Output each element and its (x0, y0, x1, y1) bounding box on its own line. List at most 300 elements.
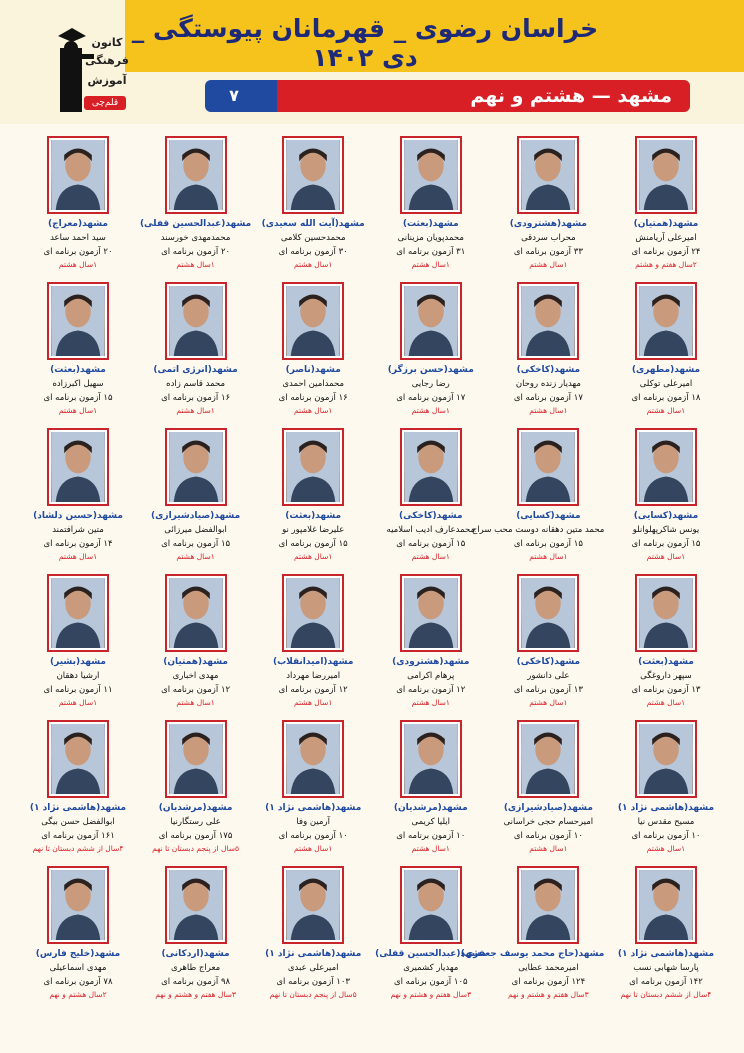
student-years: ۳سال هفتم و هشتم و نهم (390, 990, 472, 999)
portrait-icon (404, 140, 458, 210)
student-card (257, 136, 369, 282)
student-exam-count: ۱۴۲ آزمون برنامه ای (629, 977, 703, 987)
student-name: محراب سردقی (521, 233, 576, 243)
student-name: محمدحسین کلامی (280, 233, 346, 243)
student-card (610, 574, 722, 720)
logo-line-2: فرهنگی (85, 54, 129, 67)
student-card (140, 282, 252, 428)
student-photo (521, 578, 575, 648)
student-card (610, 428, 722, 574)
student-name: متین شرافتمند (52, 525, 104, 535)
student-school: مشهد(حاج محمد یوسف جعفری) (460, 949, 605, 959)
portrait-icon (169, 578, 223, 648)
student-exam-count: ۱۲ آزمون برنامه ای (396, 685, 466, 695)
student-years: ۱سال هشتم (58, 698, 98, 707)
student-name: یونس شاکرپهلوانلو (632, 525, 700, 535)
student-photo-frame (635, 574, 697, 652)
student-photo-frame (47, 428, 109, 506)
student-card (257, 720, 369, 866)
student-exam-count: ۱۳ آزمون برنامه ای (631, 685, 701, 695)
student-years: ۱سال هشتم (176, 552, 215, 561)
student-exam-count: ۱۸ آزمون برنامه ای (631, 393, 701, 403)
student-name: محمدعارف ادیب اسلامیه (386, 525, 476, 535)
student-photo (51, 724, 105, 794)
portrait-icon (286, 432, 340, 502)
student-years: ۱سال هشتم (646, 844, 686, 853)
portrait-icon (169, 286, 223, 356)
student-photo-frame (282, 866, 344, 944)
student-photo (286, 432, 340, 502)
student-photo-frame (635, 282, 697, 360)
student-card (22, 574, 134, 720)
student-exam-count: ۱۰۵ آزمون برنامه ای (393, 977, 468, 987)
student-years: ۱سال هشتم (529, 406, 568, 415)
portrait-icon (521, 724, 575, 794)
student-exam-count: ۱۳ آزمون برنامه ای (513, 685, 583, 695)
student-years: ۱سال هشتم (411, 260, 450, 269)
student-card (140, 866, 252, 1012)
student-years: ۵سال از پنجم دبستان تا نهم (152, 844, 240, 853)
student-school: مشهد(انرژی اتمی) (153, 365, 238, 375)
student-name: امیرعلی عبدی (287, 963, 339, 973)
student-photo-frame (165, 574, 227, 652)
student-exam-count: ۱۵ آزمون برنامه ای (631, 539, 701, 549)
student-row (22, 282, 722, 428)
student-row (22, 428, 722, 574)
portrait-icon (639, 724, 693, 794)
student-exam-count: ۱۵ آزمون برنامه ای (513, 539, 583, 549)
student-years: ۲سال هشتم و نهم (49, 990, 107, 999)
student-school: مشهد(بشیر) (50, 657, 106, 667)
student-card (460, 866, 605, 1012)
student-name: مسیح مقدس نیا (637, 817, 695, 827)
student-photo-frame (517, 720, 579, 798)
logo-line-3: آموزش (87, 74, 127, 87)
student-name: مهدیار زنده روحان (515, 379, 581, 389)
portrait-icon (639, 870, 693, 940)
student-school: مشهد(مرشدیان) (158, 803, 233, 813)
student-photo-frame (517, 136, 579, 214)
student-photo (404, 724, 458, 794)
student-name: ایلیا کریمی (411, 817, 451, 827)
student-years: ۱سال هشتم (529, 844, 568, 853)
student-exam-count: ۱۷ آزمون برنامه ای (396, 393, 466, 403)
portrait-icon (404, 724, 458, 794)
student-card (375, 136, 487, 282)
student-exam-count: ۱۲۴ آزمون برنامه ای (511, 977, 586, 987)
student-exam-count: ۱۰ آزمون برنامه ای (396, 831, 466, 841)
student-photo-frame (400, 720, 462, 798)
page-subtitle: مشهد — هشتم و نهم (470, 85, 672, 107)
student-photo-frame (400, 282, 462, 360)
student-school: مشهد(هاشمی نژاد ۱) (265, 949, 362, 959)
student-name: معراج طاهری (171, 963, 221, 973)
student-card (610, 136, 722, 282)
student-card (257, 866, 369, 1012)
student-photo (286, 724, 340, 794)
student-exam-count: ۱۷۵ آزمون برنامه ای (158, 831, 233, 841)
student-card (492, 574, 604, 720)
student-card (140, 574, 252, 720)
student-school: مشهد(معراج) (48, 219, 108, 229)
student-name: ابوالفضل حسن بیگی (41, 817, 115, 827)
student-photo-frame (400, 574, 462, 652)
portrait-icon (169, 724, 223, 794)
student-years: ۱سال هشتم (294, 406, 333, 415)
student-exam-count: ۷۸ آزمون برنامه ای (43, 977, 113, 987)
student-photo-frame (282, 428, 344, 506)
portrait-icon (521, 432, 575, 502)
student-school: مشهد(کاخکی) (516, 657, 581, 667)
student-exam-count: ۳۱ آزمون برنامه ای (396, 247, 466, 257)
student-row (22, 720, 722, 866)
student-photo (404, 286, 458, 356)
student-name: آرمین وفا (296, 817, 330, 827)
student-name: امیرعلی آریامنش (635, 233, 697, 243)
student-school: مشهد(عبدالحسین قفلی) (375, 949, 487, 959)
student-photo-frame (517, 282, 579, 360)
student-years: ۱سال هشتم (529, 552, 568, 561)
student-photo (51, 286, 105, 356)
header (0, 0, 744, 124)
portrait-icon (51, 140, 105, 210)
student-years: ۱سال هشتم (176, 260, 215, 269)
student-row (22, 574, 722, 720)
student-photo (521, 286, 575, 356)
student-exam-count: ۱۱ آزمون برنامه ای (43, 685, 113, 695)
student-photo (639, 870, 693, 940)
student-school: مشهد(هاشمی نژاد ۱) (617, 949, 715, 959)
student-photo-frame (400, 136, 462, 214)
student-photo (169, 578, 223, 648)
student-photo-frame (165, 720, 227, 798)
student-photo-frame (517, 866, 579, 944)
student-name: امیرمحمد عطایی (518, 963, 579, 973)
student-name: محمد قاسم زاده (166, 379, 226, 389)
student-years: ۱سال هشتم (411, 844, 450, 853)
student-years: ۱سال هشتم (58, 260, 98, 269)
student-school: مشهد(بعثت) (285, 511, 342, 521)
portrait-icon (286, 870, 340, 940)
student-years: ۴سال از ششم دبستان تا نهم (620, 990, 712, 999)
student-photo-frame (282, 574, 344, 652)
student-school: مشهد(خلیج فارس) (35, 949, 121, 959)
student-school: مشهد(کسایی) (633, 511, 699, 521)
student-exam-count: ۲۰ آزمون برنامه ای (161, 247, 231, 257)
student-name: مهدی اسماعیلی (49, 963, 107, 973)
student-exam-count: ۱۷ آزمون برنامه ای (513, 393, 583, 403)
student-school: مشهد(ناصر) (285, 365, 341, 375)
students-grid (22, 136, 722, 1012)
student-photo (51, 870, 105, 940)
student-exam-count: ۱۶ آزمون برنامه ای (161, 393, 231, 403)
student-name: رضا رجایی (411, 379, 450, 389)
student-photo-frame (517, 428, 579, 506)
student-name: ابوالفضل میرزائی (164, 525, 227, 535)
student-photo (639, 140, 693, 210)
student-photo (169, 724, 223, 794)
student-exam-count: ۱۰ آزمون برنامه ای (513, 831, 583, 841)
student-years: ۱سال هشتم (646, 552, 686, 561)
student-name: محمد متین دهقانه دوست محب سراج (471, 525, 605, 535)
student-name: سهیل اکبرزاده (52, 379, 104, 389)
student-card (492, 282, 604, 428)
student-years: ۱سال هشتم (411, 406, 450, 415)
student-years: ۱سال هشتم (58, 406, 98, 415)
student-photo (286, 286, 340, 356)
student-school: مشهد(بعثت) (50, 365, 106, 375)
student-years: ۱سال هشتم (58, 552, 98, 561)
student-name: سپهر داروغگی (640, 671, 692, 681)
student-photo (521, 724, 575, 794)
student-card (22, 428, 134, 574)
student-exam-count: ۱۶ آزمون برنامه ای (278, 393, 348, 403)
student-school: مشهد(هشترودی) (509, 219, 587, 229)
student-school: مشهد(آیت الله سعیدی) (261, 219, 365, 229)
student-card (257, 574, 369, 720)
student-photo-frame (282, 720, 344, 798)
student-photo-frame (635, 428, 697, 506)
portrait-icon (404, 870, 458, 940)
portrait-icon (639, 286, 693, 356)
student-photo-frame (400, 866, 462, 944)
student-name: امیرحسام حجی خراسانی (503, 817, 594, 827)
portrait-icon (51, 432, 105, 502)
portrait-icon (404, 432, 458, 502)
logo-line-1: کانون (91, 36, 123, 49)
student-photo (404, 432, 458, 502)
student-card (375, 866, 487, 1012)
student-photo (286, 140, 340, 210)
student-years: ۱سال هشتم (176, 406, 215, 415)
student-exam-count: ۱۰ آزمون برنامه ای (278, 831, 348, 841)
student-exam-count: ۱۵ آزمون برنامه ای (396, 539, 466, 549)
portrait-icon (521, 140, 575, 210)
portrait-icon (286, 286, 340, 356)
student-years: ۱سال هشتم (294, 260, 333, 269)
student-years: ۵سال از پنجم دبستان تا نهم (269, 990, 357, 999)
student-card (375, 720, 487, 866)
student-exam-count: ۱۲ آزمون برنامه ای (161, 685, 231, 695)
portrait-icon (51, 286, 105, 356)
student-card (375, 428, 487, 574)
student-photo-frame (635, 136, 697, 214)
student-years: ۴سال از ششم دبستان تا نهم (32, 844, 124, 853)
student-photo (639, 578, 693, 648)
student-school: مشهد(مطهری) (631, 365, 701, 375)
student-photo (404, 578, 458, 648)
portrait-icon (169, 870, 223, 940)
student-card (610, 720, 722, 866)
student-school: مشهد(صیادشیرازی) (151, 511, 241, 521)
student-name: محمدپویان مزینانی (397, 233, 464, 243)
student-school: مشهد(صیادشیرازی) (503, 803, 593, 813)
student-years: ۱سال هشتم (646, 406, 686, 415)
student-card (140, 428, 252, 574)
student-school: مشهد(هاشمی نژاد ۱) (617, 803, 715, 813)
student-card (375, 282, 487, 428)
portrait-icon (169, 140, 223, 210)
student-name: پارسا شهابی نسب (633, 963, 699, 973)
portrait-icon (286, 140, 340, 210)
student-school: مشهد(امیدانقلاب) (272, 657, 354, 667)
student-card (22, 282, 134, 428)
student-exam-count: ۱۰ آزمون برنامه ای (631, 831, 701, 841)
student-exam-count: ۳۳ آزمون برنامه ای (513, 247, 583, 257)
student-card (375, 574, 487, 720)
student-years: ۱سال هشتم (176, 698, 215, 707)
student-name: سید احمد ساعد (50, 233, 106, 243)
student-card (257, 428, 369, 574)
student-name: پرهام اکرامی (407, 671, 455, 681)
student-photo-frame (282, 136, 344, 214)
student-exam-count: ۲۰ آزمون برنامه ای (43, 247, 113, 257)
student-name: علی رستگارنیا (170, 817, 221, 827)
student-years: ۱سال هشتم (529, 260, 568, 269)
student-row (22, 136, 722, 282)
student-school: مشهد(اردکانی) (161, 949, 230, 959)
student-photo-frame (165, 282, 227, 360)
portrait-icon (639, 432, 693, 502)
portrait-icon (404, 578, 458, 648)
student-card (22, 136, 134, 282)
student-school: مشهد(کاخکی) (516, 365, 581, 375)
student-photo (639, 286, 693, 356)
portrait-icon (404, 286, 458, 356)
student-photo (286, 870, 340, 940)
student-photo-frame (165, 428, 227, 506)
page-title: خراسان رضوی _ قهرمانان پیوستگی _ دی ۱۴۰۲ (131, 14, 599, 72)
student-photo-frame (165, 866, 227, 944)
student-name: امیررضا مهرداد (286, 671, 341, 681)
student-card (22, 720, 134, 866)
student-school: مشهد(هاشمی نژاد ۱) (265, 803, 362, 813)
student-school: مشهد(هاشمی نژاد ۱) (29, 803, 127, 813)
student-school: مشهد(همتیان) (633, 219, 699, 229)
student-school: مشهد(کسایی) (516, 511, 581, 521)
student-school: مشهد(عبدالحسین قفلی) (139, 219, 252, 229)
student-exam-count: ۱۰۳ آزمون برنامه ای (276, 977, 350, 987)
student-photo (169, 286, 223, 356)
student-school: مشهد(همتیان) (163, 657, 228, 667)
student-card (140, 136, 252, 282)
student-photo-frame (165, 136, 227, 214)
student-school: مشهد(بعثت) (638, 657, 694, 667)
student-years: ۱سال هشتم (411, 698, 450, 707)
student-card (610, 282, 722, 428)
student-photo-frame (47, 574, 109, 652)
student-school: مشهد(بعثت) (402, 219, 459, 229)
student-exam-count: ۱۴ آزمون برنامه ای (43, 539, 113, 549)
student-name: ارشیا دهقان (56, 671, 100, 681)
student-school: مشهد(حسن برزگر) (387, 365, 474, 375)
student-name: محمدامین احمدی (282, 379, 345, 389)
portrait-icon (286, 578, 340, 648)
portrait-icon (639, 578, 693, 648)
student-photo (521, 870, 575, 940)
student-years: ۱سال هشتم (294, 844, 333, 853)
student-row (22, 866, 722, 1012)
student-name: مهدی اخباری (172, 671, 219, 681)
student-photo (169, 140, 223, 210)
student-card (610, 866, 722, 1012)
student-photo (51, 140, 105, 210)
student-photo (51, 578, 105, 648)
student-photo-frame (282, 282, 344, 360)
student-photo (286, 578, 340, 648)
student-years: ۳سال هفتم و هشتم و نهم (155, 990, 236, 999)
student-photo (521, 432, 575, 502)
student-exam-count: ۹۸ آزمون برنامه ای (161, 977, 231, 987)
portrait-icon (521, 870, 575, 940)
student-photo-frame (400, 428, 462, 506)
student-photo (404, 140, 458, 210)
student-school: مشهد(کاخکی) (399, 511, 463, 521)
student-name: مهدیار کشمیری (403, 963, 459, 973)
student-years: ۳سال هفتم و هشتم و نهم (508, 990, 589, 999)
student-card (140, 720, 252, 866)
page-number: ۷ (229, 86, 239, 105)
student-photo (169, 870, 223, 940)
student-years: ۱سال هشتم (529, 698, 568, 707)
student-exam-count: ۱۲ آزمون برنامه ای (278, 685, 348, 695)
portrait-icon (521, 286, 575, 356)
student-photo (404, 870, 458, 940)
student-exam-count: ۳۰ آزمون برنامه ای (278, 247, 348, 257)
student-photo (169, 432, 223, 502)
student-exam-count: ۱۵ آزمون برنامه ای (43, 393, 113, 403)
kanoon-logo (58, 18, 130, 114)
portrait-icon (286, 724, 340, 794)
student-years: ۱سال هشتم (294, 552, 333, 561)
student-photo-frame (47, 136, 109, 214)
student-years: ۱سال هشتم (294, 698, 333, 707)
portrait-icon (51, 724, 105, 794)
student-card (471, 428, 605, 574)
student-years: ۱سال هشتم (646, 698, 686, 707)
student-photo (639, 432, 693, 502)
student-school: مشهد(هشترودی) (392, 657, 470, 667)
student-photo-frame (635, 866, 697, 944)
student-name: امیرعلی توکلی (639, 379, 693, 389)
student-photo-frame (47, 282, 109, 360)
student-photo (639, 724, 693, 794)
student-photo-frame (635, 720, 697, 798)
student-card (492, 720, 604, 866)
student-exam-count: ۱۵ آزمون برنامه ای (161, 539, 231, 549)
portrait-icon (169, 432, 223, 502)
portrait-icon (639, 140, 693, 210)
student-exam-count: ۲۴ آزمون برنامه ای (631, 247, 701, 257)
student-name: محمدمهدی خورسند (160, 233, 231, 243)
portrait-icon (51, 578, 105, 648)
logo-badge: قلم‌چی (84, 96, 126, 110)
student-school: مشهد(حسین دلشاد) (33, 511, 123, 521)
student-years: ۱سال هشتم (411, 552, 450, 561)
student-card (492, 136, 604, 282)
student-card (22, 866, 134, 1012)
student-exam-count: ۱۵ آزمون برنامه ای (278, 539, 348, 549)
student-name: علی دانشور (527, 671, 570, 681)
student-years: ۲سال هفتم و هشتم (635, 260, 697, 269)
student-photo (51, 432, 105, 502)
student-photo-frame (517, 574, 579, 652)
student-name: علیرضا غلامپور نو (282, 525, 345, 535)
student-school: مشهد(مرشدیان) (393, 803, 468, 813)
student-card (257, 282, 369, 428)
portrait-icon (521, 578, 575, 648)
student-photo (521, 140, 575, 210)
